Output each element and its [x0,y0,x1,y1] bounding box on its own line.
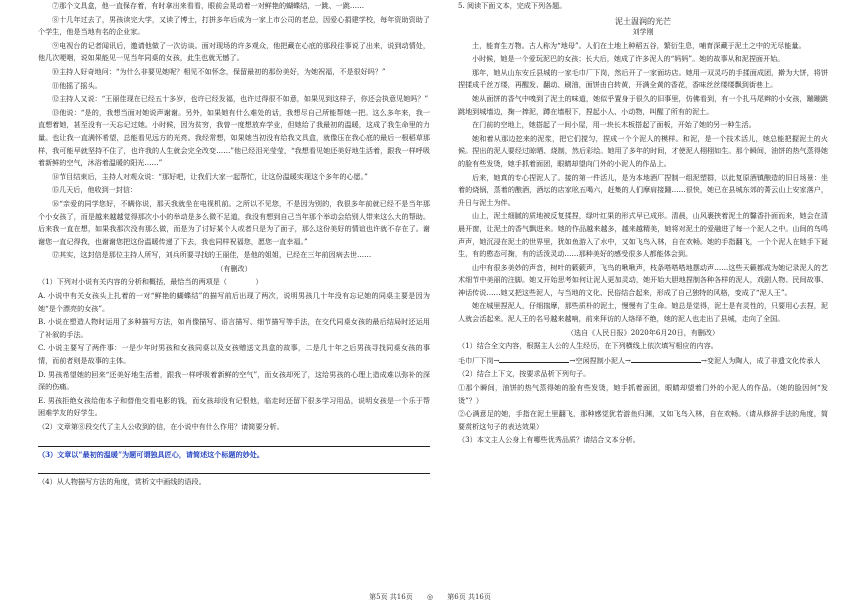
article-paragraph: 她和着从那边挖来的泥浆，把它们搅匀，捏成一个个泥人的模样。和泥，是一个技术活儿，她总能把握泥土的火候。捏出的泥人要经过晾晒、烧制，然后彩绘。她用了多年的时间，才使泥人栩栩如生。那个瞬间，油饼的热气蒸得她的脸有些发烫，她手抓着面团，眼睛却望向门外的小泥人的作品上。 [458,133,828,168]
article-paragraph: 那年，她从山东安丘县城的一家毛巾厂下岗，然后开了一家面坊店。她用一双灵巧的手揉面成团，擀为大饼，将饼捏揉成千丝万缕，再醒发、翻动、刷油，面饼由白转黄，开满全黄的香花，香味丝丝缕缕飘到街巷上。 [458,67,828,90]
article-paragraph: 山中有很多美妙的声音，树叶的簌簌声，飞鸟的啾啾声，枝条嗒嗒嗒地摆动声……这些天籁都成为她记录泥人的艺术细节中美丽的注脚。她又开始思考如何让泥人更加灵动，她开始大胆地捏制各种各样的泥人，戏剧人物、民间故事、神话传说……她又把这些泥人，与当地的文化、民俗结合起来，形成了自己独特的风格，变成了“泥人王”。 [458,262,828,297]
footer-mid: ◎ [426,593,434,601]
q2-text: （2）文章第⑧段交代了主人公收到的信，在小说中有什么作用？请简要分析。 [38,422,284,431]
r-q3-text: （3）本文主人公身上有哪些优秀品质？请结合文本分析。 [458,435,640,445]
right-column [458,0,828,592]
article-paragraph: 土，能育生万物。古人称为“地母”。人们在土地上种稻五谷，繁衍生息，哺育深藏于泥土之中的无尽能量。 [472,40,806,50]
article-paragraph: 后来，她真的专心捏泥人了。接的第一件活儿，是为本地酒厂捏制一组泥塑群，以此复原酒镇酿造的旧日场景：坐着的烧锅，蒸着的酿酒，酒坛的店家吆五喝六，赶集的人们摩肩接踵……很快，她已在县城东郊的菁云山上安家落户，升日与泥土为伴。 [458,172,828,207]
footer-right: 第6页 共16页 [447,593,491,601]
right-source: （选自《人民日报》2020年6月20日，有删改） [566,327,720,337]
q5-stem: 5. 阅读下面文本，完成下列各题。 [458,1,567,10]
story-paragraph: ⑬他说：“是的，我想当面对她说声谢谢。另外，如果她有什么难处的话，我想尽自己所能帮她一把。这么多年来，我一直想着她，甚至没有一天忘记过她。小时候，因为贫穷，我曾一度想放弃学业，但她给了我最初的温暖，这成了我生命里的力量。也让我一直满怀希望，总能看见远方的光亮。我经常想，如果她当初没有给我文具盒，就像压在我心底的最后一根稻草那样，我可能早就坚持不住了，也许我的人生就会完全改变……”他已经泪光莹莹，“我想看见她还美好地生活着，跟我一样呼吸着新鲜的空气，沐浴着温暖的阳光……” [38,107,430,168]
q1-option: D. 男孩希望她的回来“还美好地生活着，跟我一样呼吸着新鲜的空气”，而女孩却死了，这给男孩的心理上造成难以弥补的深深的伤痛。 [38,369,430,392]
r-q2-items [458,382,828,433]
r-q2-item: ②心满意足的她，手指在泥土里翻飞，那种感觉犹若游鱼归渊，又如飞鸟入林，自在欢畅。（请从修辞手法的角度，简要赏析这句子的表达效果） [458,409,828,431]
q1-option: A. 小说中有关女孩头上扎着的一对“鲜艳的蝴蝶结”的描写前后出现了两次，说明男孩几十年没有忘记她的同桌主要是因为她“是个漂亮的女孩”。 [38,291,430,313]
r-q1-text: （1）结合全文内容，根据主人公的人生经历，在下列横线上依次填写相应的内容。 [458,341,718,351]
r-q2-item: ①那个瞬间，油饼的热气蒸得她的脸有些发烫，她手抓着面团，眼睛却望着门外的小泥人的作品。（她的脸因何“发烫”？） [458,383,828,405]
q1-option: C. 小说主要写了两件事：一是少年时男孩和女孩同桌以及女孩赠送文具盒的故事，二是几十年之后男孩寻找同桌女孩的事情，而前者则是故事的主体。 [38,343,430,366]
article-paragraph: 她从面饼的香气中嗅到了泥土的味道，她似乎置身于很久的旧事里，仿佛看到，有一个扎马尾辫的小女孩，蹦蹦跳跳地到城墙边，掬一捧泥，蹲在墙根下，捏起小人、小动物，叫醒了所有的泥土。 [458,93,828,116]
page-footer [0,592,860,608]
left-source: （有删改） [216,263,252,273]
story-body [38,0,430,262]
article-author: 刘学刚 [632,27,654,36]
story-paragraph: ⑮几天后，他收到一封信： [52,185,138,195]
q1-stem: （1）下列对小说有关内容的分析和概括，最恰当的两项是（ ） [38,277,263,287]
story-paragraph: ⑯“亲爱的同学您好，不瞒你说，那天我就坐在电视机前。之所以不见您，不是因为别的，我很多年前就已经不是当年那个小女孩了，而是越来越越觉得那次小小的举动是多么微不足道，我没有想到自己当年那个举动会给别人带来这么大的帮助。后来我一直在想，如果我那次没有那么做，而是为了讨好某个人或者只是为了面子，那么这份美好的情谊也许就不存在了。谢谢您一直记得我，也谢谢您把这份温暖传递了下去，我也同样祝福您，愿您一直幸福。” [38,198,430,246]
blank-2[interactable] [631,354,701,363]
answer-line [38,435,430,447]
story-paragraph: ⑧十几年过去了，男孩读完大学，又读了博士，打拼多年后成为一家上市公司的老总，因爱心捐建学校，每年资助资助了个学生，他是当地有名的企业家。 [38,14,430,37]
answer-line [38,462,430,474]
article-title: 泥土温润的光芒 [615,16,671,26]
article-paragraph: 在门前的空地上，她搭起了一间小屋，用一块长木板搭起了面板，开始了她的另一种生活。 [472,120,756,130]
story-paragraph: ⑭节目结束后，主持人对观众说：“那好吧，让我们大家一起帮忙，让这份温暖实现这个多年的心愿。” [52,171,368,181]
q1-option: B. 小说在塑造人物时运用了多种描写方法，如肖像描写、语言描写、细节描写等手法，在交代同桌女孩的最后结局时还运用了补叙的手法。 [38,317,430,339]
chain-b: →空闲捏制小泥人→ [569,355,631,365]
story-paragraph: ⑨电视台的记者闻讯后，邀请他做了一次访谈。面对现场的许多观众，他把藏在心底的那段往事说了出来，说到动情处，他几次哽咽，说如果能见一见当年同桌的女孩，此生也就无憾了。 [38,40,430,63]
r-q1-chain [458,354,828,368]
article-paragraph: 小时候，她是一个爱玩泥巴的女孩；长大后，她成了许多泥人的“妈妈”。她的故事从和泥捏面开始。 [472,54,785,64]
article-body [458,40,828,326]
blank-1[interactable] [499,354,569,363]
left-column [38,0,430,592]
footer-left: 第5页 共16页 [369,593,413,601]
q4-text: （4）从人物描写方法的角度，赏析文中画线的语段。 [38,477,206,487]
chain-c: →变泥人为陶人，成了非遗文化传承人 [700,355,821,365]
article-paragraph: 山上，泥土细腻的质地被反复揉捏，绿叶红果的形式早已成形。清晨，山风裹挟着泥土的馨香扑面而来，她会在清晨开窗，让泥土的香气飘进来。她的作品越来越多，越来越精美，她将对泥土的爱融进了每一个泥人之中。山间的鸟鸣声声，她沉浸在泥土的世界里，犹如鱼游入了水中，又如飞鸟入林，自在欢畅。她的手指翻飞，一个个泥人在她手下诞生，有的憨态可掬，有的活泼灵动……那种美好的感受很多人都能体会到。 [458,211,828,259]
q1-option: E. 男孩拒绝女孩给他本子和替他交看电影的钱，而女孩却没有记恨他，临走时还留下很多学习用品，说明女孩是一个乐于帮困难学友的好学生。 [38,395,430,418]
story-paragraph: ⑪他摇了摇头。 [52,80,102,90]
article-paragraph: 她在城里捏泥人，仔细揣摩，那些质朴的泥土，慢慢有了生命。她总是觉得，泥土是有灵性的，只要用心去捏，泥人就会活起来。泥人王的名号越来越响，前来拜访的人络绎不绝，她的泥人也走出了县城，走向了全国。 [458,301,828,324]
story-paragraph: ⑰其实，这封信是那位主持人所写，刘兵所要寻找的王丽佳，是他的姐姐，已经在三年前因病去世…… [52,250,372,260]
chain-a: 毛巾厂下岗→ [458,355,500,365]
r-q2-stem: （2）结合上下文，按要求品析下列句子。 [458,369,591,379]
story-paragraph: ⑩主持人好奇地问：“为什么非要见她呢？相见不如怀念，保留最初的那份美好，为她祝福，不是很好吗？” [52,66,386,76]
q1-options [38,290,430,420]
story-paragraph: ⑫主持人又说：“王丽佳现在已经五十多岁，也许已经发福，也许过得很不如意，如果见到这样子，你还会执意见她吗？” [52,94,429,104]
story-paragraph: ⑦那个文具盒，他一直保存着，有时拿出来看看，眼前会晃动着一对鲜艳的蝴蝶结，一跳、一跳…… [52,1,365,10]
q3-text: （3）文章以“最初的温暖”为题可谓独具匠心，请简述这个标题的妙处。 [38,449,264,459]
